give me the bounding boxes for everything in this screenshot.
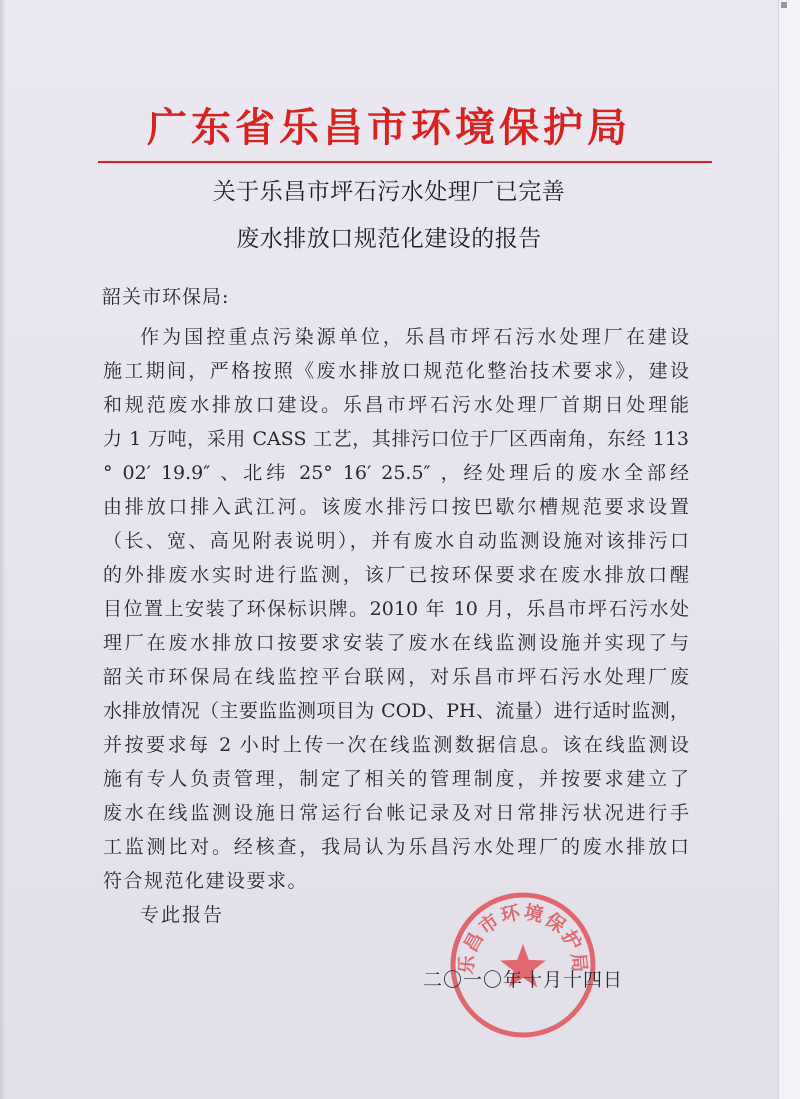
body-line: 和规范废水排放口建设。乐昌市坪石污水处理厂首期日处理能 [103, 394, 689, 416]
closing-phrase: 专此报告 [140, 904, 225, 926]
body-line: 符合规范化建设要求。 [103, 870, 309, 892]
seal-text: 乐昌市环境保护局 [455, 901, 591, 976]
body-line: 施有专人负责管理，制定了相关的管理制度，并按要求建立了 [103, 768, 689, 790]
letterhead: 广东省乐昌市环境保护局 [147, 105, 631, 151]
body-line: 施工期间，严格按照《废水排放口规范化整治技术要求》，建设 [103, 360, 689, 382]
scan-right-strip [778, 0, 800, 1099]
body-line: （长、宽、高见附表说明），并有废水自动监测设施对该排污口 [103, 530, 689, 552]
body-line: 作为国控重点污染源单位，乐昌市坪石污水处理厂在建设 [140, 326, 689, 348]
body-line: 目位置上安装了环保标识牌。2010 年 10 月，乐昌市坪石污水处 [103, 598, 689, 620]
corner-mark [781, 2, 787, 8]
body-line: 力 1 万吨，采用 CASS 工艺，其排污口位于厂区西南角，东经 113 [103, 428, 689, 450]
body-line: 理厂在废水排放口按要求安装了废水在线监测设施并实现了与 [103, 632, 689, 654]
body-line: 水排放情况（主要监监测项目为 COD、PH、流量）进行适时监测， [103, 700, 689, 722]
body-line: 韶关市环保局在线监控平台联网，对乐昌市坪石污水处理厂废 [103, 666, 689, 688]
body-line: 由排放口排入武江河。该废水排污口按巴歇尔槽规范要求设置 [103, 496, 689, 518]
body-line: 工监测比对。经核查，我局认为乐昌污水处理厂的废水排放口 [103, 836, 689, 858]
page-left-shadow [0, 0, 6, 1099]
addressee: 韶关市环保局: [102, 286, 230, 308]
body-line: 的外排废水实时进行监测，该厂已按环保要求在废水排放口醒 [103, 564, 689, 586]
document-date: 二〇一〇年十月十四日 [423, 969, 624, 991]
body-line: ° 02′ 19.9″ 、北纬 25° 16′ 25.5″ ，经处理后的废水全部经 [103, 462, 689, 484]
body-line: 废水在线监测设施日常运行台帐记录及对日常排污状况进行手 [103, 802, 689, 824]
letterhead-rule [98, 161, 712, 163]
document-title-line-2: 废水排放口规范化建设的报告 [236, 226, 542, 252]
document-title-line-1: 关于乐昌市坪石污水处理厂已完善 [212, 179, 566, 205]
body-line: 并按要求每 2 小时上传一次在线监测数据信息。该在线监测设 [103, 734, 689, 756]
